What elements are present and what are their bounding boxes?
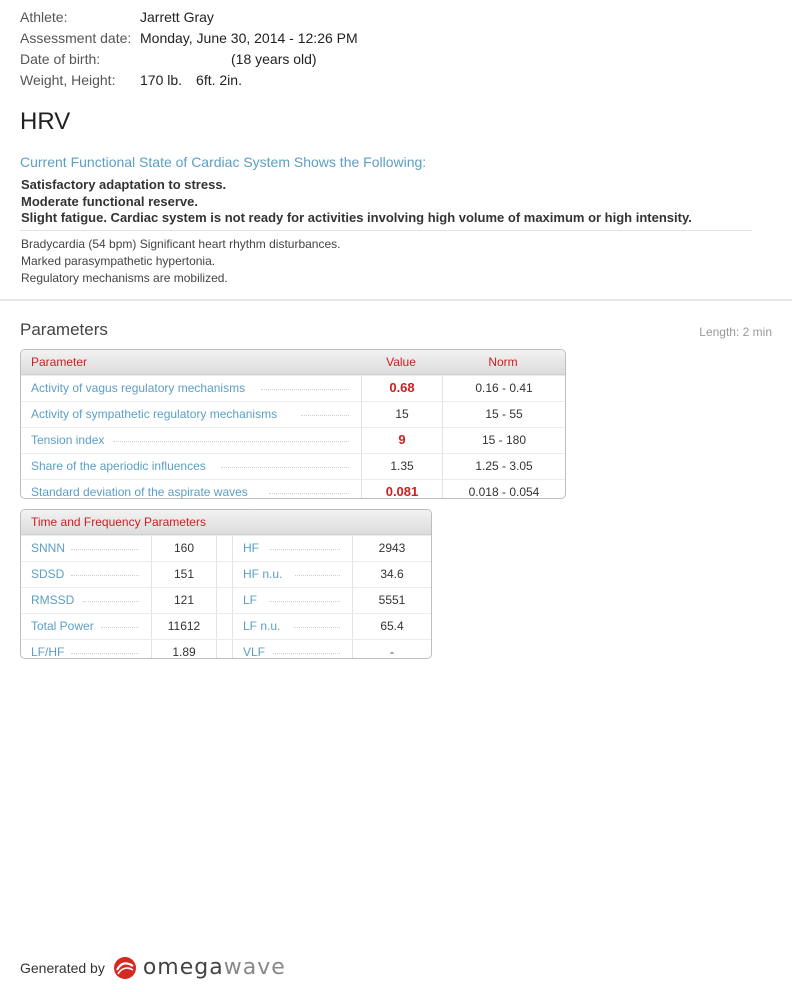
assessment-date: Monday, June 30, 2014 - 12:26 PM bbox=[140, 30, 358, 46]
metric-value: 65.4 bbox=[352, 614, 431, 639]
metric-value: 151 bbox=[151, 562, 217, 587]
parameter-value: 0.68 bbox=[361, 376, 443, 401]
parameter-norm: 1.25 - 3.05 bbox=[475, 459, 533, 473]
parameter-norm: 15 - 180 bbox=[481, 433, 527, 447]
summary-line: Satisfactory adaptation to stress. bbox=[21, 177, 227, 192]
table-row bbox=[21, 561, 431, 587]
header-norm: Norm bbox=[488, 355, 518, 369]
parameter-name: Share of the aperiodic influences bbox=[21, 454, 361, 479]
weight: 170 lb. bbox=[140, 72, 183, 88]
table-row bbox=[21, 427, 565, 453]
parameter-value: 0.081 bbox=[361, 480, 443, 499]
parameter-name: Activity of vagus regulatory mechanisms bbox=[21, 376, 361, 401]
athlete-row bbox=[20, 7, 358, 28]
parameter-value: 9 bbox=[361, 428, 443, 453]
parameter-name: Standard deviation of the aspirate waves bbox=[21, 480, 361, 499]
metric-name: LF n.u. bbox=[232, 614, 352, 639]
table-row bbox=[21, 639, 431, 659]
metric-value: 34.6 bbox=[352, 562, 431, 587]
divider bbox=[20, 230, 752, 231]
table-row bbox=[21, 587, 431, 613]
section-divider bbox=[0, 299, 792, 301]
note-line: Marked parasympathetic hypertonia. bbox=[21, 254, 216, 268]
footer bbox=[20, 955, 286, 980]
assessment-date-label: Assessment date: bbox=[20, 30, 132, 46]
table-row bbox=[21, 535, 431, 561]
parameter-name: Tension index bbox=[21, 428, 361, 453]
parameters-table-header bbox=[21, 350, 565, 375]
athlete-label: Athlete: bbox=[20, 9, 68, 25]
metric-name: SNNN bbox=[21, 536, 151, 561]
height: 6ft. 2in. bbox=[196, 72, 242, 88]
header-parameter: Parameter bbox=[31, 355, 88, 369]
functional-state-heading: Current Functional State of Cardiac System Shows the Following: bbox=[20, 154, 427, 170]
functional-state-summary bbox=[21, 177, 692, 227]
metric-name: SDSD bbox=[21, 562, 151, 587]
note-line: Regulatory mechanisms are mobilized. bbox=[21, 271, 228, 285]
metric-value: 160 bbox=[151, 536, 217, 561]
parameters-table bbox=[20, 349, 566, 499]
summary-line: Moderate functional reserve. bbox=[21, 193, 198, 209]
weight-height-label: Weight, Height: bbox=[20, 72, 116, 88]
metric-name: LF bbox=[232, 588, 352, 613]
metric-value: 1.89 bbox=[151, 640, 217, 659]
age: (18 years old) bbox=[231, 51, 317, 67]
athlete-info bbox=[20, 7, 358, 91]
recording-length: Length: 2 min bbox=[699, 325, 772, 339]
metric-name: Total Power bbox=[21, 614, 151, 639]
metric-name: LF/HF bbox=[21, 640, 151, 659]
date-of-birth-row bbox=[20, 49, 358, 70]
header-value: Value bbox=[386, 355, 416, 369]
parameters-title: Parameters bbox=[20, 320, 108, 339]
metric-value: - bbox=[352, 640, 431, 659]
note-line: Bradycardia (54 bpm) Significant heart rhythm disturbances. bbox=[21, 237, 341, 251]
date-of-birth-label: Date of birth: bbox=[20, 51, 101, 67]
table-row bbox=[21, 401, 565, 427]
metric-name: VLF bbox=[232, 640, 352, 659]
summary-line: Slight fatigue. Cardiac system is not ready for activities involving high volume of maximum or high intensity. bbox=[21, 210, 692, 225]
parameter-norm: 0.018 - 0.054 bbox=[468, 485, 540, 499]
metric-name: HF n.u. bbox=[232, 562, 352, 587]
omegawave-logo-icon bbox=[113, 956, 137, 980]
weight-height-row bbox=[20, 70, 358, 91]
metric-value: 121 bbox=[151, 588, 217, 613]
metric-value: 2943 bbox=[352, 536, 431, 561]
assessment-date-row bbox=[20, 28, 358, 49]
time-frequency-table bbox=[20, 509, 432, 659]
table-row bbox=[21, 479, 565, 499]
table-row bbox=[21, 375, 565, 401]
table-row bbox=[21, 613, 431, 639]
athlete-name: Jarrett Gray bbox=[140, 9, 214, 25]
metric-name: RMSSD bbox=[21, 588, 151, 613]
parameter-value: 1.35 bbox=[361, 454, 443, 479]
metric-value: 5551 bbox=[352, 588, 431, 613]
brand-wordmark: omegawave bbox=[142, 955, 286, 980]
parameter-norm: 15 - 55 bbox=[485, 407, 523, 421]
hrv-title: HRV bbox=[20, 108, 71, 135]
metric-value: 11612 bbox=[151, 614, 217, 639]
generated-by-label: Generated by bbox=[20, 959, 105, 976]
metric-name: HF bbox=[232, 536, 352, 561]
functional-state-notes bbox=[21, 236, 340, 287]
table-row bbox=[21, 453, 565, 479]
parameter-value: 15 bbox=[361, 402, 443, 427]
parameter-name: Activity of sympathetic regulatory mechanisms bbox=[21, 402, 361, 427]
parameter-norm: 0.16 - 0.41 bbox=[475, 381, 533, 395]
time-frequency-title: Time and Frequency Parameters bbox=[21, 510, 431, 535]
